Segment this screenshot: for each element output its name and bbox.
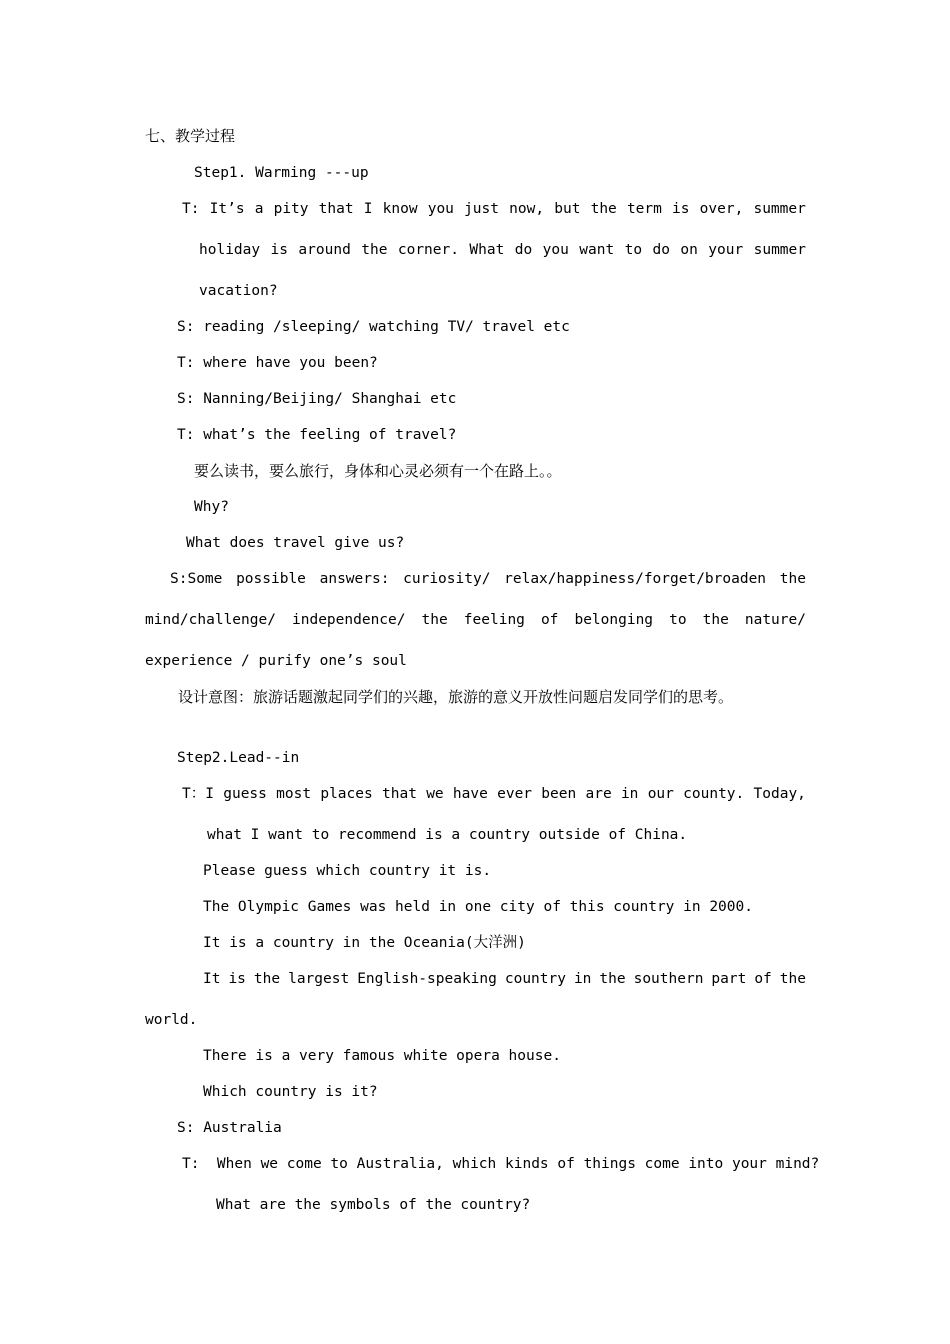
word: nature/ [744,612,806,628]
step1-teacher-line-3: vacation? [199,283,278,299]
word: the [779,971,806,987]
word: summer [753,242,806,258]
word: to [669,612,687,628]
word: mind/challenge/ [145,612,276,628]
step2-teacher-line-2: what I want to recommend is a country outside of China. [207,827,688,843]
step1-teacher-line-1 [182,199,806,219]
step2-clue-3-line-1 [203,969,806,989]
word: relax/happiness/forget/broaden [504,571,767,587]
word: It’s [209,201,245,217]
step2-student-answer: S: Australia [177,1120,282,1136]
section-title: 七、教学过程 [145,127,236,145]
word: term [626,201,662,217]
step1-answers-line-3: experience / purify one’s soul [145,653,407,669]
word: ever [497,786,533,802]
word: corner. [397,242,459,258]
word: largest [288,971,350,987]
word: of [540,612,559,628]
step2-heading: Step2.Lead--in [177,750,300,766]
word: want [579,242,615,258]
word: you [427,201,454,217]
word: do [652,242,670,258]
step2-teacher-question-line-2: What are the symbols of the country? [216,1197,531,1213]
word: just [464,201,499,217]
step2-teacher-line-1 [182,784,806,804]
word: southern [633,971,704,987]
step2-clue-4: There is a very famous white opera house. [203,1048,561,1064]
step1-answers-line-2 [145,610,806,630]
step2-clue-1: The Olympic Games was held in one city of this country in 2000. [203,899,753,915]
word: that [318,201,354,217]
word: English-speaking [357,971,497,987]
word: What [469,242,505,258]
word: the [361,242,388,258]
word: the [253,971,281,987]
word: the [599,971,626,987]
word: on [680,242,698,258]
word: Today, [753,786,806,802]
step1-student-answer-2: S: Nanning/Beijing/ Shanghai etc [177,391,457,407]
step1-answers-line-1 [170,569,806,589]
word: you [542,242,569,258]
step1-quote: 要么读书，要么旅行，身体和心灵必须有一个在路上。。 [194,462,562,480]
step1-why: Why? [194,499,229,515]
word: our [647,786,674,802]
word: summer [753,201,806,217]
word: curiosity/ [403,571,491,587]
word: the [779,571,806,587]
word: most [276,786,312,802]
word: is [228,971,246,987]
step1-heading: Step1. Warming ---up [194,165,369,181]
step2-clue-3-line-2: world. [145,1012,198,1028]
word: been [541,786,577,802]
word: around [298,242,351,258]
word: the [590,201,617,217]
word: your [708,242,744,258]
word: is [270,242,288,258]
word: to [624,242,643,258]
step2-which-country: Which country is it? [203,1084,378,1100]
word: S:Some [170,571,223,587]
word: in [620,786,639,802]
word: have [452,786,488,802]
step1-teacher-question-2: T: where have you been? [177,355,378,371]
step1-design-intent: 设计意图：旅游话题激起同学们的兴趣，旅游的意义开放性问题启发同学们的思考。 [178,688,734,706]
word: do [514,242,533,258]
word: It [203,971,221,987]
word: independence/ [292,612,406,628]
word: the [421,612,448,628]
word: T: [182,201,200,217]
word: part [711,971,747,987]
word: belonging [574,612,654,628]
word: pity [273,201,309,217]
step1-teacher-question-3: T: what’s the feeling of travel? [177,427,457,443]
word: in [573,971,592,987]
word: T：I [182,786,214,802]
step2-teacher-question-line-1: T: When we come to Australia, which kinds of things come into your mind? [182,1156,820,1172]
word: country [504,971,566,987]
word: places [320,786,373,802]
word: holiday [199,242,261,258]
word: a [254,201,264,217]
word: feeling [463,612,525,628]
word: of [754,971,772,987]
step1-question: What does travel give us? [186,535,405,551]
word: over, [699,201,744,217]
word: is [672,201,690,217]
step1-student-answer-1: S: reading /sleeping/ watching TV/ travel etc [177,319,570,335]
word: are [585,786,612,802]
word: county. [683,786,745,802]
word: we [426,786,444,802]
word: the [702,612,729,628]
word: I [363,201,373,217]
word: that [382,786,417,802]
word: but [554,201,581,217]
step2-clue-2: It is a country in the Oceania(大洋洲) [203,935,526,951]
word: possible [236,571,306,587]
word: now, [509,201,545,217]
word: know [382,201,418,217]
word: guess [223,786,267,802]
word: answers: [319,571,390,587]
step1-teacher-line-2 [199,240,806,260]
step2-guess-prompt: Please guess which country it is. [203,863,492,879]
